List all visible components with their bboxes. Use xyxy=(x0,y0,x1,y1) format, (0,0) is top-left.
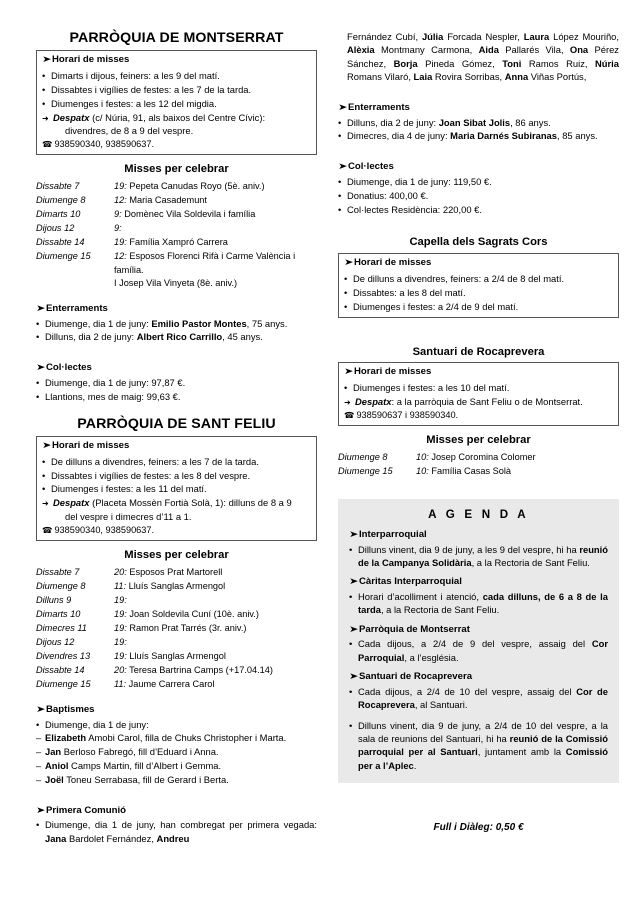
list-item: • Dilluns, dia 2 de juny: Albert Rico Carrillo, 45 anys. xyxy=(36,330,317,343)
first-communion-continued xyxy=(338,30,619,83)
montserrat-phone-line: ☎ 938590340, 938590637. xyxy=(42,139,155,150)
page-title-capella: Capella dels Sagrats Cors xyxy=(409,236,548,249)
arrow-bullet-icon: ➤ xyxy=(349,530,359,540)
arrow-bullet-icon: ➤ xyxy=(349,577,359,588)
sanctuary-masses-table xyxy=(338,451,619,479)
phone-icon: ☎ xyxy=(344,410,355,421)
table-row: Diumenge 15 12: Esposos Florenci Rifà i Carme València i família. I Josep Vila Vinyeta (8è. aniv.) xyxy=(36,251,296,289)
list-item: • Diumenge, dia 1 de juny: 97,87 €. xyxy=(36,376,317,389)
list-item: • Dissabtes i vigílies de festes: a les 7 de la tarda. xyxy=(42,83,311,96)
agenda-block-caritas xyxy=(349,576,608,616)
list-item: – Aniol Camps Martin, fill d’Albert i Gemma. xyxy=(36,759,317,772)
arrow-bullet-icon: ➤ xyxy=(344,258,354,269)
phone-icon: ☎ xyxy=(42,524,53,535)
chapel-schedule-list xyxy=(344,272,613,313)
agenda-box xyxy=(338,499,619,783)
section-heading-primera-comunio: ➤Primera Comunió xyxy=(36,804,126,816)
section-heading-agenda-montserrat: ➤Parròquia de Montserrat xyxy=(349,623,470,635)
list-item: • Dimecres, dia 4 de juny: Maria Darnés Subiranas, 85 anys. xyxy=(338,129,619,142)
table-row: Dissabte 7 20: Esposos Prat Martorell xyxy=(36,566,223,577)
sant-feliu-collections-list xyxy=(338,175,619,216)
table-row: Diumenge 8 12: Maria Casademunt xyxy=(36,195,207,206)
table-row: Divendres 13 19: Lluís Sanglas Armengol xyxy=(36,651,226,662)
baptisms-list xyxy=(36,718,317,787)
section-heading-caritas: ➤Càritas Interparroquial xyxy=(349,576,462,588)
section-heading-collectes-right: ➤Col·lectes xyxy=(338,161,394,173)
left-column xyxy=(36,30,317,846)
list-item: • De dilluns a divendres, feiners: a les 7 de la tarda. xyxy=(42,455,311,468)
montserrat-burials-list xyxy=(36,317,317,344)
montserrat-schedule-box xyxy=(36,50,317,155)
office-hours-item: ➜ Despatx: a la parròquia de Sant Feliu o de Montserrat. xyxy=(344,395,613,408)
section-heading-enterraments-left: ➤Enterraments xyxy=(36,302,108,314)
table-row: Dilluns 9 19: xyxy=(36,595,127,606)
table-row: Dimarts 10 19: Joan Soldevila Cuní (10è. aniv.) xyxy=(36,609,259,620)
arrow-bullet-icon: ➤ xyxy=(42,55,52,66)
list-item: • Diumenge, dia 1 de juny: Emilio Pastor Montes, 75 anys. xyxy=(36,317,317,330)
page-title-montserrat: PARRÒQUIA DE MONTSERRAT xyxy=(69,30,284,46)
table-row: Dimarts 10 9: Domènec Vila Soldevila i família xyxy=(36,209,256,220)
section-heading-horari-chapel: ➤Horari de misses xyxy=(344,257,432,269)
list-item: • Diumenges i festes: a 2/4 de 9 del matí. xyxy=(344,300,613,313)
section-heading-horari-2: ➤Horari de misses xyxy=(42,440,130,452)
list-item: • Dissabtes: a les 8 del matí. xyxy=(344,286,613,299)
table-row: Dimecres 11 19: Ramon Prat Tarrés (3r. aniv.) xyxy=(36,623,247,634)
agenda-block-rocaprevera xyxy=(349,671,608,711)
list-item: • Diumenge, dia 1 de juny, han combregat per primera vegada: Jana Bardolet Fernández, Andreu xyxy=(36,818,317,845)
table-row: Diumenge 15 11: Jaume Carrera Carol xyxy=(36,679,215,690)
section-heading-horari-sanctuary: ➤Horari de misses xyxy=(344,366,432,378)
footer-price: Full i Diàleg: 0,50 € xyxy=(433,822,524,833)
sant-feliu-schedule-box xyxy=(36,436,317,541)
list-item: • Dimarts i dijous, feiners: a les 9 del matí. xyxy=(42,69,311,82)
list-item: • Cada dijous, a 2/4 de 10 del vespre, assaig del Cor de Rocaprevera, al Santuari. xyxy=(349,685,608,712)
arrow-bullet-icon: ➤ xyxy=(344,367,354,378)
table-row: Dissabte 14 19: Família Xampró Carrera xyxy=(36,237,228,248)
list-item: • Cada dijous, a 2/4 de 9 del vespre, assaig del Cor Parroquial, a l’església. xyxy=(349,637,608,664)
list-item: • Diumenges i festes: a les 11 del matí. xyxy=(42,482,311,495)
section-heading-collectes-left: ➤Col·lectes xyxy=(36,362,92,374)
arrow-bullet-icon: ➤ xyxy=(36,805,46,816)
office-hours-item: ➜ Despatx (c/ Núria, 91, als baixos del Centre Cívic): divendres, de 8 a 9 del vespre. xyxy=(42,111,311,138)
sanctuary-schedule-box xyxy=(338,362,619,426)
page-title-santuari: Santuari de Rocaprevera xyxy=(412,345,545,358)
arrow-bullet-icon: ➤ xyxy=(42,441,52,452)
phone-icon: ☎ xyxy=(42,139,53,150)
table-row: Diumenge 8 10: Josep Coromina Colomer xyxy=(338,452,536,463)
agenda-block-interparroquial xyxy=(349,529,608,569)
sanctuary-phone-line: ☎ 938590637 i 938590340. xyxy=(344,410,459,421)
list-item: • Diumenge, dia 1 de juny: xyxy=(36,718,317,731)
montserrat-collections-list xyxy=(36,376,317,403)
table-row: Dijous 12 9: xyxy=(36,223,122,234)
agenda-block-extra xyxy=(349,719,608,772)
list-item: • Diumenges i festes: a les 12 del migdia. xyxy=(42,97,311,110)
section-heading-enterraments-right: ➤Enterraments xyxy=(338,101,410,113)
list-item: • Horari d’acolliment i atenció, cada dilluns, de 6 a 8 de la tarda, a la Rectoria de Sant Feliu. xyxy=(349,590,608,617)
sant-feliu-phone-line: ☎ 938590340, 938590637. xyxy=(42,524,155,535)
section-heading-baptismes: ➤Baptismes xyxy=(36,703,95,715)
section-heading-interparroquial: ➤Interparroquial xyxy=(349,529,427,540)
list-item: – Jan Berloso Fabregó, fill d’Eduard i Anna. xyxy=(36,745,317,758)
page-title-sant-feliu: PARRÒQUIA DE SANT FELIU xyxy=(77,415,276,432)
arrow-bullet-icon: ➤ xyxy=(338,162,348,173)
list-item: • Diumenges i festes: a les 10 del matí. xyxy=(344,381,613,394)
list-item: – Elizabeth Amobi Carol, filla de Chuks Christopher i Marta. xyxy=(36,731,317,744)
subtitle-misses-santuari: Misses per celebrar xyxy=(426,434,531,447)
subtitle-misses-sant-feliu: Misses per celebrar xyxy=(124,548,229,561)
arrow-bullet-icon: ➤ xyxy=(349,624,359,635)
sant-feliu-schedule-list xyxy=(42,455,311,523)
first-communion-list xyxy=(36,818,317,845)
section-heading-agenda-rocaprevera: ➤Santuari de Rocaprevera xyxy=(349,671,473,683)
table-row: Dissabte 14 20: Teresa Bartrina Camps (+17.04.14) xyxy=(36,665,273,676)
chapel-schedule-box xyxy=(338,253,619,317)
agenda-block-montserrat xyxy=(349,624,608,664)
sant-feliu-masses-table xyxy=(36,566,317,692)
list-item: • Donatius: 400,00 €. xyxy=(338,189,619,202)
sanctuary-schedule-list xyxy=(344,381,613,408)
table-row: Diumenge 15 10: Família Casas Solà xyxy=(338,466,511,477)
list-item: • De dilluns a divendres, feiners: a 2/4 de 8 del matí. xyxy=(344,272,613,285)
table-row: Diumenge 8 11: Lluís Sanglas Armengol xyxy=(36,581,226,591)
arrow-bullet-icon: ➤ xyxy=(349,672,359,683)
arrow-bullet-icon: ➤ xyxy=(36,363,46,374)
sant-feliu-burials-list xyxy=(338,116,619,143)
list-item: • Dilluns vinent, dia 9 de juny, a 2/4 de 10 del vespre, a la sala de reunions del Santuari, hi ha reunió de la Comissió parroquial per al Santuari, juntament amb la Comissió per a l’Aplec. xyxy=(349,719,608,772)
subtitle-misses-montserrat: Misses per celebrar xyxy=(124,163,229,176)
right-column xyxy=(338,30,619,479)
list-item: • Dilluns vinent, dia 9 de juny, a les 9 del vespre, hi ha reunió de la Campanya Solidària, a la Rectoria de Sant Feliu. xyxy=(349,543,608,570)
table-row: Dissabte 7 19: Pepeta Canudas Royo (5è. aniv.) xyxy=(36,181,265,192)
list-item: • Diumenge, dia 1 de juny: 119,50 €. xyxy=(338,175,619,188)
agenda-title: A G E N D A xyxy=(428,508,529,521)
table-row: Dijous 12 19: xyxy=(36,637,127,648)
arrow-bullet-icon: ➤ xyxy=(338,102,348,113)
list-item: • Dissabtes i vigílies de festes: a les 8 del vespre. xyxy=(42,469,311,482)
arrow-bullet-icon: ➤ xyxy=(36,704,46,715)
list-item: • Dilluns, dia 2 de juny: Joan Sibat Jolis, 86 anys. xyxy=(338,116,619,129)
arrow-bullet-icon: ➤ xyxy=(36,303,46,314)
montserrat-masses-table xyxy=(36,180,317,291)
list-item: – Joël Toneu Serrabasa, fill de Gerard i Berta. xyxy=(36,773,317,786)
office-hours-item: ➜ Despatx (Placeta Mossèn Fortià Solà, 1): dilluns de 8 a 9 del vespre i dimecres d’11 a 1. xyxy=(42,496,311,523)
list-item: • Llantions, mes de maig: 99,63 €. xyxy=(36,390,317,403)
list-item: • Col·lectes Residència: 220,00 €. xyxy=(338,203,619,216)
communion-names-paragraph: Fernández Cubí, Júlia Forcada Nespler, Laura López Mouriño, Alèxia Montmany Carmona, Aida Pallarés Vila, Ona Pérez Sánchez, Borja Pineda Gómez, Toni Ramos Ruiz, Núria Romans Vilaró, Laia Rovira Sorribas, Anna Viñas Portús, xyxy=(347,31,619,83)
montserrat-schedule-list xyxy=(42,69,311,137)
section-heading-horari: ➤Horari de misses xyxy=(42,54,130,66)
